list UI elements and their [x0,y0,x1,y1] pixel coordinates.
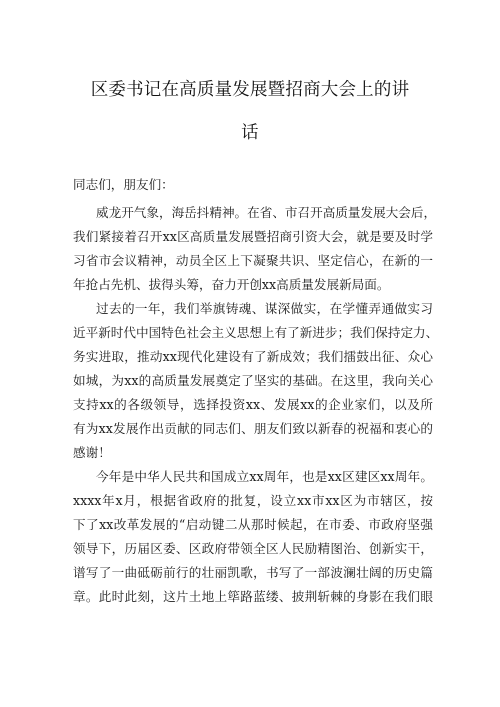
paragraph-line: 年抢占先机、拔得头筹，奋力开创xx高质量发展新局面。 [73,277,390,292]
paragraph-line: 如城，为xx的高质量发展奠定了坚实的基础。在这里，我向关心 [73,373,433,388]
paragraph-line: 章。此时此刻，这片土地上筚路蓝缕、披荆斩棘的身影在我们眼 [73,589,433,604]
paragraph-line: 今年是中华人民共和国成立xx周年，也是xx区建区xx周年。 [96,469,433,484]
paragraph-line: 谱写了一曲砥砺前行的壮丽凯歌，书写了一部波澜壮阔的历史篇 [73,565,433,580]
document-title-line-1: 区委书记在高质量发展暨招商大会上的讲 [90,80,410,100]
paragraph-line: 务实进取，推动xx现代化建设有了新成效；我们擂鼓出征、众心 [73,349,433,364]
salutation: 同志们，朋友们： [73,177,174,192]
paragraph-line: xxxx年x月，根据省政府的批复，设立xx市xx区为市辖区，按 [73,493,433,508]
paragraph-line: 支持xx的各级领导，选择投资xx、发展xx的企业家们，以及所 [73,397,433,412]
paragraph-line: 近平新时代中国特色社会主义思想上有了新进步；我们保持定力、 [73,325,439,340]
paragraph-line: 习省市会议精神，动员全区上下凝聚共识、坚定信心，在新的一 [73,253,433,268]
paragraph-line: 过去的一年，我们举旗铸魂、谋深做实，在学懂弄通做实习 [96,301,433,316]
paragraph-line: 感谢！ [73,445,111,460]
paragraph-line: 下了xx改革发展的“启动键二从那时候起，在市委、市政府坚强 [73,517,433,532]
paragraph-line: 威龙开气象，海岳抖精神。在省、市召开高质量发展大会后， [96,205,437,220]
paragraph-line: 有为xx发展作出贡献的同志们、朋友们致以新春的祝福和衷心的 [73,421,433,436]
document-title-line-2: 话 [241,123,259,143]
paragraph-line: 我们紧接着召开xx区高质量发展暨招商引资大会，就是要及时学 [73,229,433,244]
paragraph-line: 领导下，历届区委、区政府带领全区人民励精图治、创新实干， [73,541,433,556]
